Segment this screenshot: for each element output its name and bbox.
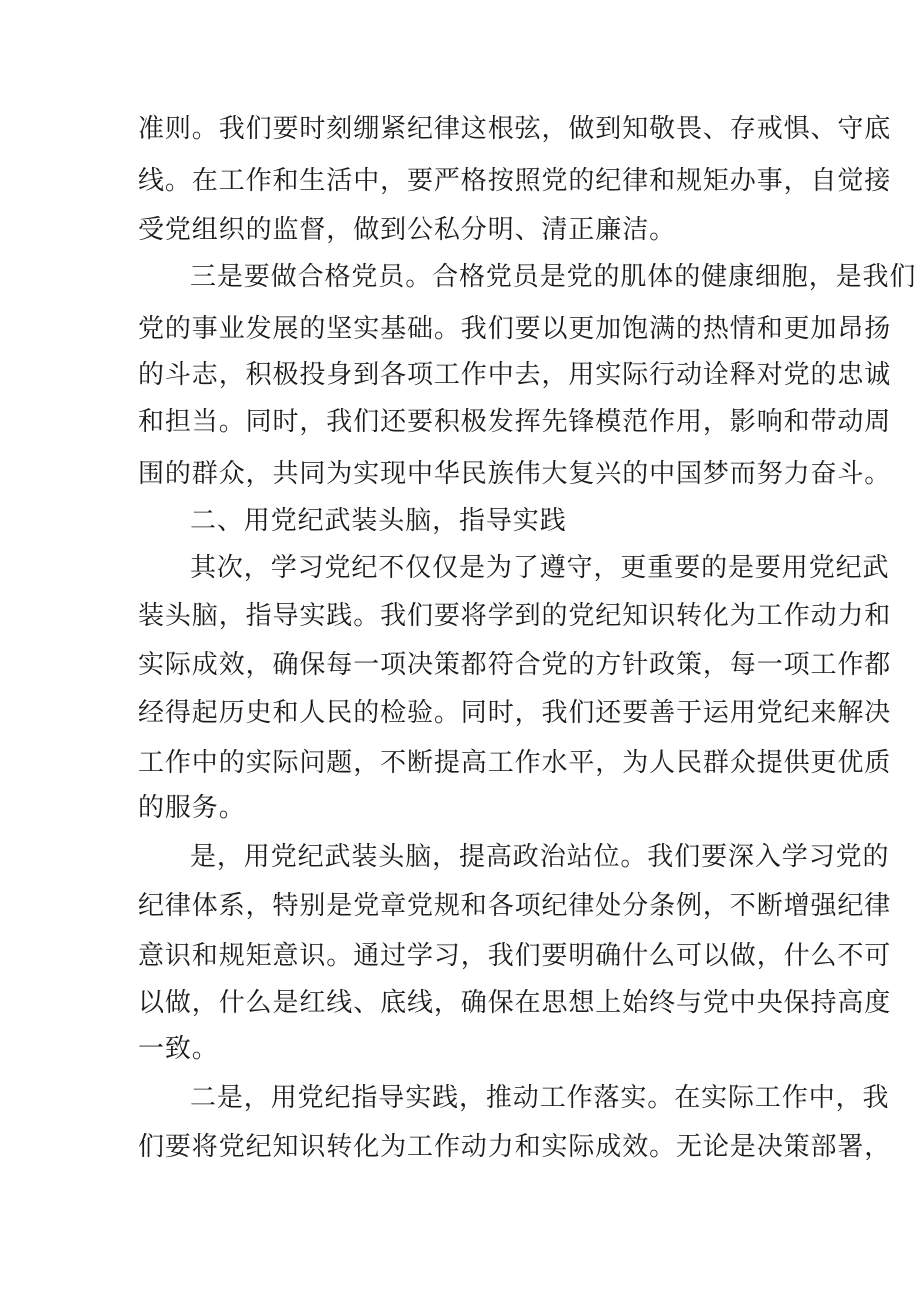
text-line: 实际成效，确保每一项决策都符合党的方针政策，每一项工作都: [138, 650, 892, 680]
text-line: 准则。我们要时刻绷紧纪律这根弦，做到知敬畏、存戒惧、守底: [138, 114, 892, 144]
text-line: 线。在工作和生活中，要严格按照党的纪律和规矩办事，自觉接: [138, 166, 892, 196]
text-line: 纪律体系，特别是党章党规和各项纪律处分条例，不断增强纪律: [138, 891, 892, 921]
text-line: 的斗志，积极投身到各项工作中去，用实际行动诠释对党的忠诚: [138, 360, 892, 390]
paragraph-start-line: 三是要做合格党员。合格党员是党的肌体的健康细胞，是我们: [190, 262, 917, 292]
text-line: 围的群众，共同为实现中华民族伟大复兴的中国梦而努力奋斗。: [138, 459, 892, 489]
text-line: 经得起历史和人民的检验。同时，我们还要善于运用党纪来解决: [138, 698, 892, 728]
text-line: 党的事业发展的坚实基础。我们要以更加饱满的热情和更加昂扬: [138, 314, 892, 344]
text-line: 们要将党纪知识转化为工作动力和实际成效。无论是决策部署，: [138, 1132, 892, 1162]
text-line: 受党组织的监督，做到公私分明、清正廉洁。: [138, 215, 677, 245]
text-line: 和担当。同时，我们还要积极发挥先锋模范作用，影响和带动周: [138, 407, 892, 437]
text-line: 一致。: [138, 1034, 219, 1064]
text-line: 的服务。: [138, 793, 246, 823]
text-line: 以做，什么是红线、底线，确保在思想上始终与党中央保持高度: [138, 988, 892, 1018]
paragraph-start-line: 二是，用党纪指导实践，推动工作落实。在实际工作中，我: [190, 1083, 890, 1113]
paragraph-start-line: 其次，学习党纪不仅仅是为了遵守，更重要的是要用党纪武: [190, 553, 890, 583]
paragraph-start-line: 是，用党纪武装头脑，提高政治站位。我们要深入学习党的: [190, 842, 890, 872]
text-line: 工作中的实际问题，不断提高工作水平，为人民群众提供更优质: [138, 748, 892, 778]
section-heading: 二、用党纪武装头脑，指导实践: [190, 506, 567, 536]
text-line: 装头脑，指导实践。我们要将学到的党纪知识转化为工作动力和: [138, 601, 892, 631]
text-line: 意识和规矩意识。通过学习，我们要明确什么可以做，什么不可: [138, 941, 892, 971]
